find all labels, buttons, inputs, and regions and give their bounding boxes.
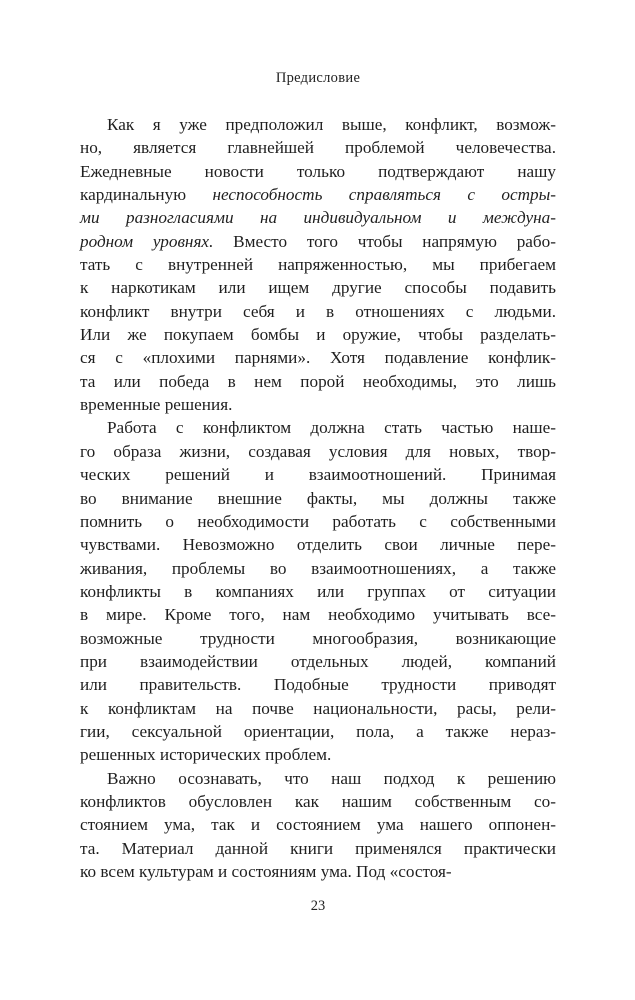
text-line xyxy=(80,160,556,183)
text-line xyxy=(80,113,556,136)
text-run: или правительств. Подобные трудности приводят xyxy=(80,675,556,695)
text-run: го образа жизни, создавая условия для новых, твор- xyxy=(80,441,556,461)
text-run: конфликтов обусловлен как нашим собственным со- xyxy=(80,791,556,811)
text-line xyxy=(80,463,556,486)
text-line xyxy=(80,837,556,860)
page-number: 23 xyxy=(310,898,326,914)
text-line xyxy=(80,416,556,439)
text-run: временные решения. xyxy=(80,395,233,415)
text-run: возможные трудности многообразия, возникающие xyxy=(80,628,556,648)
text-run: конфликты в компаниях или группах от ситуации xyxy=(80,581,556,601)
text-line xyxy=(80,183,556,206)
text-run: Важно осознавать, что наш подход к решению xyxy=(107,768,556,788)
text-line xyxy=(80,580,556,603)
running-head: Предисловие xyxy=(275,70,361,86)
text-run: решенных исторических проблем. xyxy=(80,745,332,765)
italic-text-run: неспособность справляться с остры- xyxy=(212,185,556,205)
text-run: к конфликтам на почве национальности, расы, рели- xyxy=(80,698,556,718)
text-run: Или же покупаем бомбы и оружие, чтобы разделать- xyxy=(80,325,556,345)
text-run: конфликт внутри себя и в отношениях с людьми. xyxy=(80,301,556,321)
italic-text-run: ми разногласиями на индивидуальном и междуна- xyxy=(80,208,556,228)
text-run: стоянием ума, так и состоянием ума нашего оппонен- xyxy=(80,815,556,835)
text-line xyxy=(80,697,556,720)
text-line xyxy=(80,627,556,650)
text-run: живания, проблемы во взаимоотношениях, а также xyxy=(80,558,556,578)
text-line xyxy=(80,276,556,299)
text-line xyxy=(80,253,556,276)
text-line xyxy=(80,650,556,673)
text-line xyxy=(80,323,556,346)
text-run: тать с внутренней напряженностью, мы прибегаем xyxy=(80,255,556,275)
text-line xyxy=(80,510,556,533)
italic-text-run: родном уровнях. xyxy=(80,231,214,251)
text-run: во внимание внешние факты, мы должны также xyxy=(80,488,556,508)
text-line xyxy=(80,440,556,463)
text-run: ся с «плохими парнями». Хотя подавление конфлик- xyxy=(80,348,556,368)
text-run: ческих решений и взаимоотношений. Принимая xyxy=(80,465,556,485)
text-line xyxy=(80,136,556,159)
text-run: Как я уже предположил выше, конфликт, возмож- xyxy=(107,115,556,134)
text-run: Вместо того чтобы напрямую рабо- xyxy=(213,231,556,251)
body-text xyxy=(80,113,556,883)
text-line xyxy=(80,743,556,766)
text-run: та. Материал данной книги применялся практически xyxy=(80,838,556,858)
text-run: но, является главнейшей проблемой человечества. xyxy=(80,138,556,158)
text-line xyxy=(80,557,556,580)
text-line xyxy=(80,370,556,393)
text-run: гии, сексуальной ориентации, пола, а также нераз- xyxy=(80,721,556,741)
text-line xyxy=(80,346,556,369)
text-line xyxy=(80,790,556,813)
text-run: ко всем культурам и состояниям ума. Под «состоя- xyxy=(80,862,452,881)
text-line xyxy=(80,603,556,626)
text-line xyxy=(80,300,556,323)
text-run: помнить о необходимости работать с собственными xyxy=(80,511,556,531)
text-line xyxy=(80,206,556,229)
text-run: та или победа в нем порой необходимы, это лишь xyxy=(80,371,556,391)
text-line xyxy=(80,673,556,696)
text-run: кардинальную xyxy=(80,185,213,205)
text-run: Ежедневные новости только подтверждают нашу xyxy=(80,161,556,181)
text-run: при взаимодействии отдельных людей, компаний xyxy=(80,651,556,671)
text-line xyxy=(80,860,556,883)
text-run: чувствами. Невозможно отделить свои личные пере- xyxy=(80,535,556,555)
text-run: в мире. Кроме того, нам необходимо учитывать все- xyxy=(80,605,556,625)
text-line xyxy=(80,767,556,790)
text-run: Работа с конфликтом должна стать частью наше- xyxy=(107,418,556,438)
text-line xyxy=(80,393,556,416)
text-line xyxy=(80,720,556,743)
text-line xyxy=(80,487,556,510)
text-line xyxy=(80,813,556,836)
text-line xyxy=(80,230,556,253)
text-run: к наркотикам или ищем другие способы подавить xyxy=(80,278,556,298)
text-line xyxy=(80,533,556,556)
